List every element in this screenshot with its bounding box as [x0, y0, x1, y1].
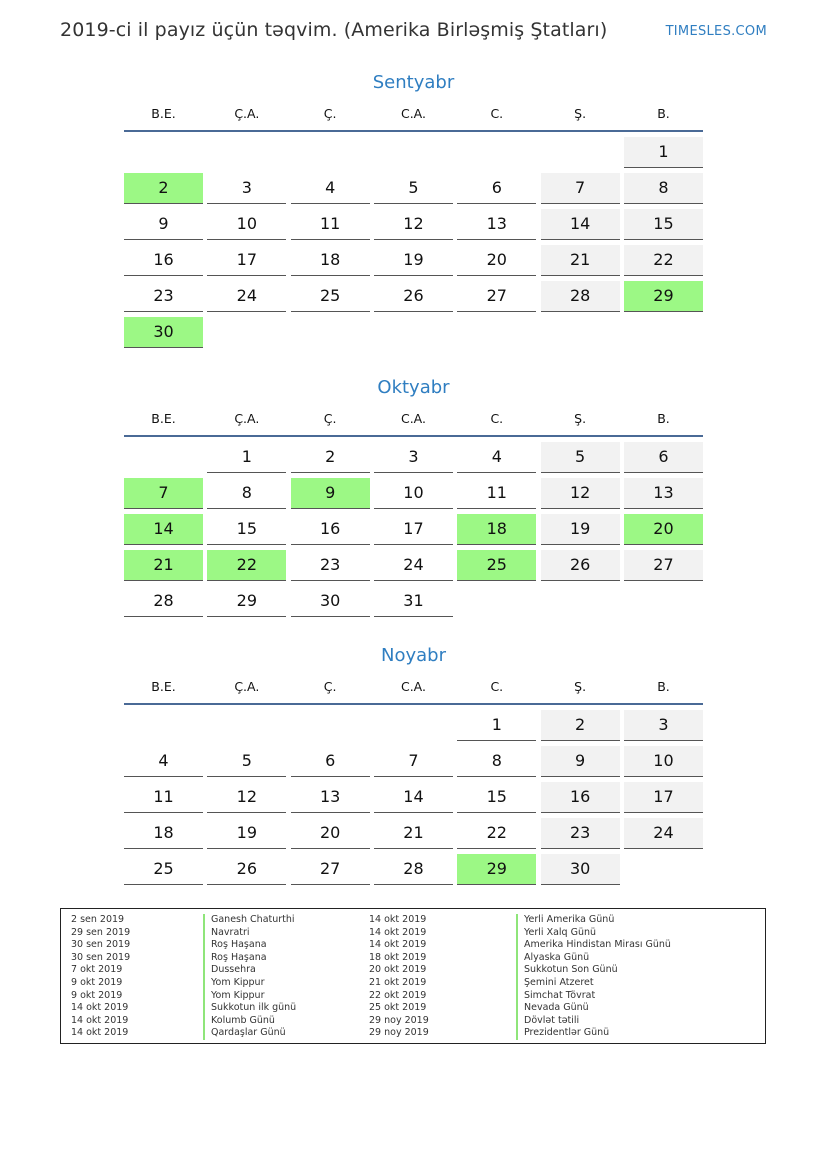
day-cell: 22: [457, 818, 536, 849]
week-row: [124, 281, 703, 312]
legend-holiday-name: Roş Haşana: [203, 939, 296, 952]
legend-holiday-name: Yom Kippur: [203, 977, 296, 990]
holiday-day-cell: 21: [124, 550, 203, 581]
empty-day-cell: [207, 710, 286, 741]
day-cell: 24: [207, 281, 286, 312]
day-cell: 5: [541, 442, 620, 473]
day-cell: 11: [457, 478, 536, 509]
brand-logo[interactable]: TIMESLES.COM: [665, 24, 767, 39]
legend-date: 29 sen 2019: [71, 926, 131, 938]
day-cell: 24: [624, 818, 703, 849]
legend-names-col-1: [203, 914, 296, 1040]
day-cell: 25: [291, 281, 370, 312]
day-cell: 14: [374, 782, 453, 813]
day-cell: 26: [207, 854, 286, 885]
day-cell: 21: [541, 245, 620, 276]
empty-day-cell: [207, 317, 286, 348]
legend-date: 22 okt 2019: [369, 989, 427, 1001]
weeks: [124, 137, 703, 348]
legend-holiday-name: Sukkotun Son Günü: [516, 964, 671, 977]
day-cell: 7: [374, 746, 453, 777]
weekday-label: B.: [657, 106, 670, 121]
day-cell: 1: [457, 710, 536, 741]
weekday-label: Ç.: [323, 411, 337, 426]
legend-date: 14 okt 2019: [369, 939, 427, 951]
legend-holiday-name: Qardaşlar Günü: [203, 1027, 296, 1040]
weekday-label: Ç.A.: [234, 679, 260, 694]
legend-date: 14 okt 2019: [369, 926, 427, 938]
day-cell: 4: [124, 746, 203, 777]
weekday-label: Ç.A.: [234, 106, 260, 121]
empty-day-cell: [291, 710, 370, 741]
weekday-label: B.: [657, 679, 670, 694]
day-cell: 11: [291, 209, 370, 240]
weekday-label: Ş.: [574, 106, 587, 121]
page-title: 2019-ci il payız üçün təqvim. (Amerika Birləşmiş Ştatları): [60, 19, 608, 41]
day-cell: 28: [541, 281, 620, 312]
day-cell: 20: [457, 245, 536, 276]
empty-day-cell: [124, 710, 203, 741]
day-cell: 23: [541, 818, 620, 849]
legend-holiday-name: Nevada Günü: [516, 1002, 671, 1015]
legend-holiday-name: Navratri: [203, 927, 296, 940]
day-cell: 25: [124, 854, 203, 885]
legend-holiday-name: Dövlət tətili: [516, 1015, 671, 1028]
week-row: [124, 550, 703, 581]
legend-holiday-name: Dussehra: [203, 964, 296, 977]
day-cell: 23: [291, 550, 370, 581]
empty-day-cell: [541, 317, 620, 348]
week-row: [124, 137, 703, 168]
legend-dates-col-1: [71, 914, 130, 1040]
empty-day-cell: [291, 137, 370, 168]
week-row: [124, 173, 703, 204]
month-name: Noyabr: [381, 645, 446, 666]
day-cell: 29: [207, 586, 286, 617]
day-cell: 27: [624, 550, 703, 581]
week-row: [124, 317, 703, 348]
holiday-day-cell: 2: [124, 173, 203, 204]
empty-day-cell: [624, 854, 703, 885]
month-name: Oktyabr: [377, 377, 450, 398]
legend-names-col-2: [516, 914, 671, 1040]
weekday-label: C.A.: [400, 106, 426, 121]
empty-day-cell: [624, 317, 703, 348]
day-cell: 9: [124, 209, 203, 240]
weekday-label: C.: [490, 106, 504, 121]
day-cell: 31: [374, 586, 453, 617]
day-cell: 19: [541, 514, 620, 545]
week-row: [124, 442, 703, 473]
holiday-day-cell: 18: [457, 514, 536, 545]
day-cell: 3: [374, 442, 453, 473]
month-2: [124, 643, 703, 890]
legend-date: 29 noy 2019: [369, 1027, 429, 1039]
empty-day-cell: [457, 586, 536, 617]
legend-holiday-name: Sukkotun ilk günü: [203, 1002, 296, 1015]
legend-date: 9 okt 2019: [71, 989, 123, 1001]
legend-holiday-name: Ganesh Chaturthi: [203, 914, 296, 927]
day-cell: 5: [207, 746, 286, 777]
day-cell: 18: [124, 818, 203, 849]
holiday-day-cell: 29: [457, 854, 536, 885]
legend-date: 25 okt 2019: [369, 1002, 427, 1014]
empty-day-cell: [207, 137, 286, 168]
legend-date: 14 okt 2019: [71, 1027, 129, 1039]
weekday-label: C.: [490, 411, 504, 426]
day-cell: 24: [374, 550, 453, 581]
day-cell: 10: [624, 746, 703, 777]
day-cell: 20: [291, 818, 370, 849]
weekday-label: Ş.: [574, 679, 587, 694]
day-cell: 27: [291, 854, 370, 885]
empty-day-cell: [374, 710, 453, 741]
day-cell: 7: [541, 173, 620, 204]
week-row: [124, 514, 703, 545]
weeks: [124, 442, 703, 617]
day-cell: 17: [374, 514, 453, 545]
holiday-day-cell: 9: [291, 478, 370, 509]
day-cell: 26: [374, 281, 453, 312]
day-cell: 5: [374, 173, 453, 204]
day-cell: 23: [124, 281, 203, 312]
day-cell: 26: [541, 550, 620, 581]
day-cell: 6: [457, 173, 536, 204]
weekday-header: [124, 679, 703, 705]
day-cell: 16: [124, 245, 203, 276]
legend-date: 9 okt 2019: [71, 976, 123, 988]
holiday-day-cell: 7: [124, 478, 203, 509]
empty-day-cell: [291, 317, 370, 348]
holiday-day-cell: 30: [124, 317, 203, 348]
legend-date: 20 okt 2019: [369, 964, 427, 976]
day-cell: 28: [124, 586, 203, 617]
empty-day-cell: [541, 586, 620, 617]
legend-dates-col-2: [369, 914, 429, 1040]
day-cell: 10: [207, 209, 286, 240]
day-cell: 30: [541, 854, 620, 885]
weekday-header: [124, 411, 703, 437]
weeks: [124, 710, 703, 885]
day-cell: 15: [624, 209, 703, 240]
holiday-day-cell: 14: [124, 514, 203, 545]
day-cell: 18: [291, 245, 370, 276]
legend-date: 14 okt 2019: [369, 914, 427, 925]
legend-date: 14 okt 2019: [71, 1002, 129, 1014]
legend-date: 18 okt 2019: [369, 951, 427, 963]
weekday-label: Ş.: [574, 411, 587, 426]
day-cell: 19: [374, 245, 453, 276]
empty-day-cell: [541, 137, 620, 168]
day-cell: 13: [457, 209, 536, 240]
day-cell: 22: [624, 245, 703, 276]
empty-day-cell: [457, 317, 536, 348]
day-cell: 12: [541, 478, 620, 509]
legend-holiday-name: Yerli Amerika Günü: [516, 914, 671, 927]
empty-day-cell: [457, 137, 536, 168]
weekday-label: B.E.: [151, 679, 176, 694]
day-cell: 4: [457, 442, 536, 473]
weekday-label: B.: [657, 411, 670, 426]
weekday-label: B.E.: [151, 106, 176, 121]
holiday-legend: [60, 908, 766, 1044]
day-cell: 10: [374, 478, 453, 509]
legend-date: 29 noy 2019: [369, 1014, 429, 1026]
month-name: Sentyabr: [372, 72, 455, 93]
day-cell: 16: [291, 514, 370, 545]
weekday-label: Ç.A.: [234, 411, 260, 426]
weekday-label: Ç.: [323, 679, 337, 694]
empty-day-cell: [374, 317, 453, 348]
day-cell: 6: [624, 442, 703, 473]
month-1: [124, 375, 703, 622]
legend-date: 30 sen 2019: [71, 939, 131, 951]
legend-holiday-name: Simchat Tövrat: [516, 990, 671, 1003]
day-cell: 14: [541, 209, 620, 240]
day-cell: 8: [624, 173, 703, 204]
legend-date: 14 okt 2019: [71, 1014, 129, 1026]
legend-holiday-name: Yerli Xalq Günü: [516, 927, 671, 940]
day-cell: 30: [291, 586, 370, 617]
legend-date: 2 sen 2019: [71, 914, 125, 925]
day-cell: 8: [207, 478, 286, 509]
day-cell: 12: [207, 782, 286, 813]
weekday-label: Ç.: [323, 106, 337, 121]
week-row: [124, 854, 703, 885]
legend-holiday-name: Roş Haşana: [203, 952, 296, 965]
legend-holiday-name: Yom Kippur: [203, 990, 296, 1003]
day-cell: 2: [291, 442, 370, 473]
day-cell: 15: [457, 782, 536, 813]
legend-holiday-name: Amerika Hindistan Mirası Günü: [516, 939, 671, 952]
weekday-label: C.: [490, 679, 504, 694]
holiday-day-cell: 20: [624, 514, 703, 545]
legend-holiday-name: Prezidentlər Günü: [516, 1027, 671, 1040]
day-cell: 17: [624, 782, 703, 813]
legend-holiday-name: Alyaska Günü: [516, 952, 671, 965]
day-cell: 13: [624, 478, 703, 509]
day-cell: 16: [541, 782, 620, 813]
day-cell: 8: [457, 746, 536, 777]
holiday-day-cell: 29: [624, 281, 703, 312]
empty-day-cell: [374, 137, 453, 168]
weekday-label: C.A.: [400, 679, 426, 694]
empty-day-cell: [124, 442, 203, 473]
day-cell: 12: [374, 209, 453, 240]
week-row: [124, 782, 703, 813]
legend-date: 30 sen 2019: [71, 951, 131, 963]
empty-day-cell: [624, 586, 703, 617]
day-cell: 3: [624, 710, 703, 741]
day-cell: 15: [207, 514, 286, 545]
week-row: [124, 478, 703, 509]
week-row: [124, 245, 703, 276]
legend-holiday-name: Şemini Atzeret: [516, 977, 671, 990]
day-cell: 17: [207, 245, 286, 276]
day-cell: 27: [457, 281, 536, 312]
day-cell: 21: [374, 818, 453, 849]
day-cell: 13: [291, 782, 370, 813]
day-cell: 4: [291, 173, 370, 204]
week-row: [124, 209, 703, 240]
week-row: [124, 746, 703, 777]
day-cell: 9: [541, 746, 620, 777]
day-cell: 28: [374, 854, 453, 885]
legend-date: 21 okt 2019: [369, 976, 427, 988]
empty-day-cell: [124, 137, 203, 168]
legend-holiday-name: Kolumb Günü: [203, 1015, 296, 1028]
month-0: [124, 70, 703, 353]
weekday-header: [124, 106, 703, 132]
day-cell: 6: [291, 746, 370, 777]
day-cell: 11: [124, 782, 203, 813]
day-cell: 19: [207, 818, 286, 849]
week-row: [124, 818, 703, 849]
legend-date: 7 okt 2019: [71, 964, 123, 976]
weekday-label: C.A.: [400, 411, 426, 426]
holiday-day-cell: 25: [457, 550, 536, 581]
holiday-day-cell: 22: [207, 550, 286, 581]
day-cell: 2: [541, 710, 620, 741]
week-row: [124, 586, 703, 617]
day-cell: 3: [207, 173, 286, 204]
day-cell: 1: [207, 442, 286, 473]
day-cell: 1: [624, 137, 703, 168]
week-row: [124, 710, 703, 741]
weekday-label: B.E.: [151, 411, 176, 426]
